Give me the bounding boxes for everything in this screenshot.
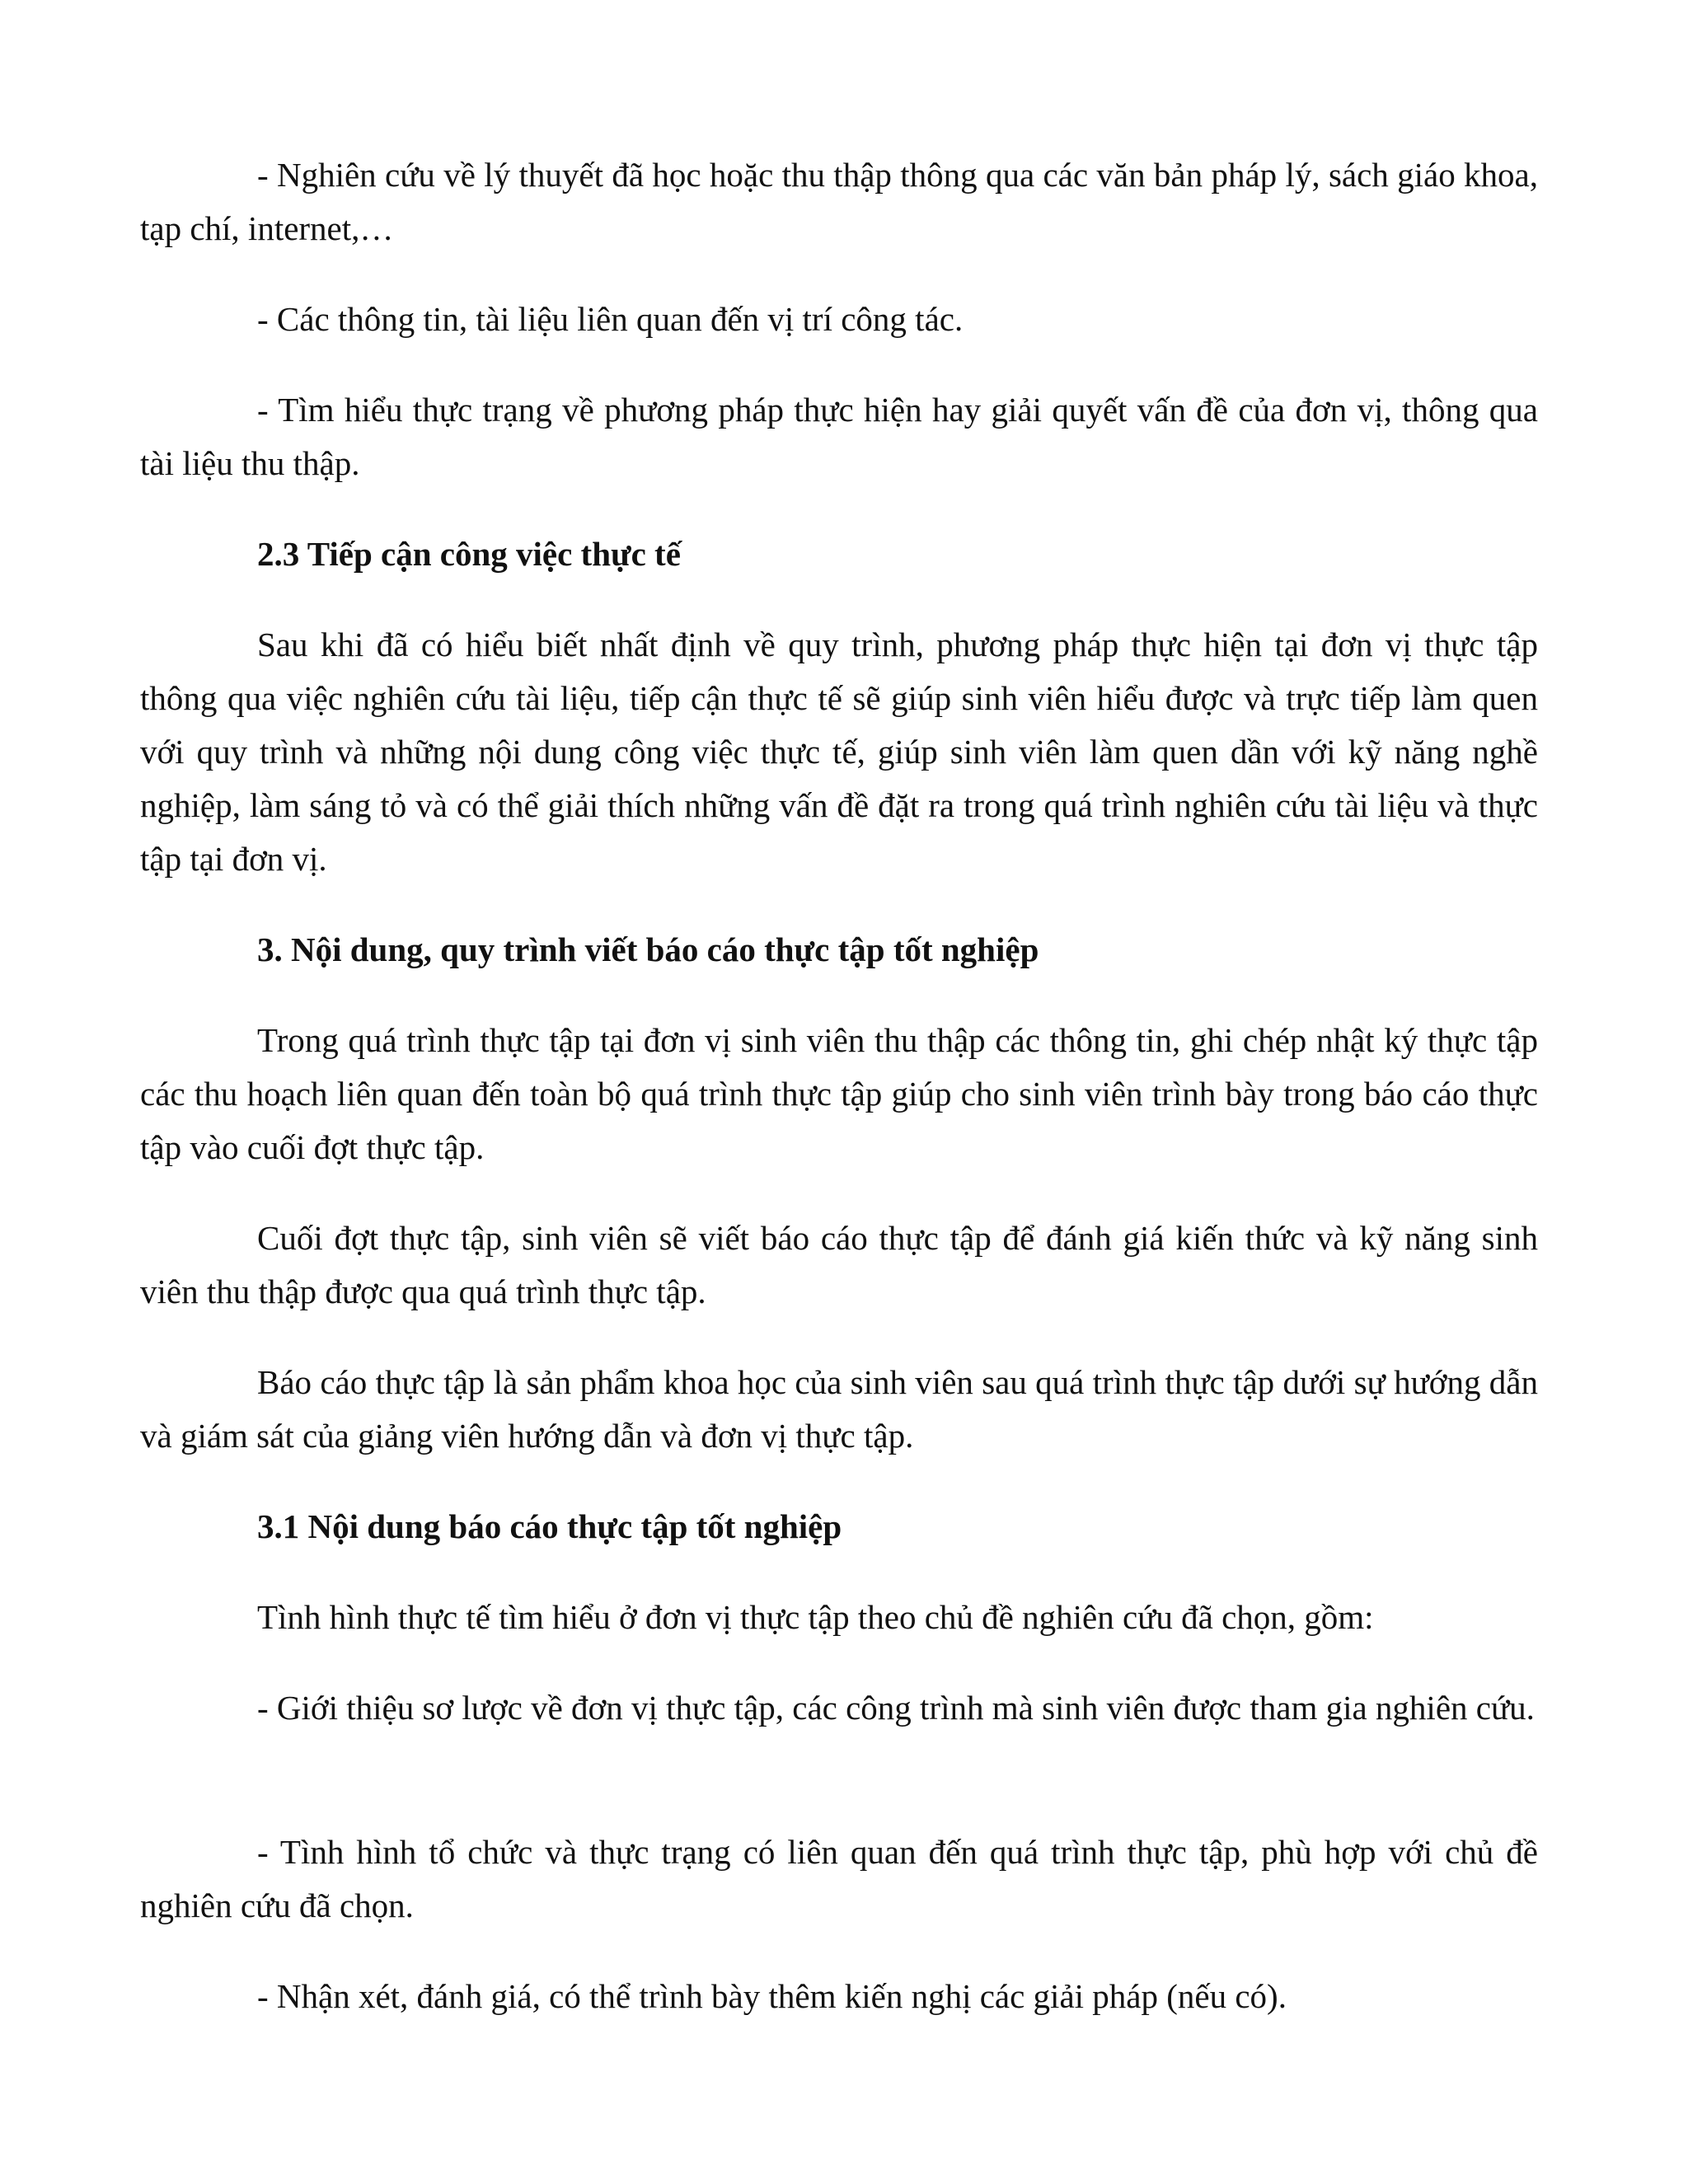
paragraph-unit-introduction: - Giới thiệu sơ lược về đơn vị thực tập, các công trình mà sinh viên được tham gia nghiên cứu. — [257, 1689, 1535, 1727]
heading-3-1: 3.1 Nội dung báo cáo thực tập tốt nghiệp — [257, 1507, 842, 1545]
paragraph-current-state: - Tìm hiểu thực trạng về phương pháp thực hiện hay giải quyết vấn đề của đơn vị, thông qua tài liệu thu thập. — [140, 391, 1538, 482]
paragraph-position-info: - Các thông tin, tài liệu liên quan đến vị trí công tác. — [257, 300, 964, 338]
heading-3: 3. Nội dung, quy trình viết báo cáo thực tập tốt nghiệp — [257, 930, 1039, 968]
paragraph-report-definition: Báo cáo thực tập là sản phẩm khoa học của sinh viên sau quá trình thực tập dưới sự hướng dẫn và giám sát của giảng viên hướng dẫn và đơn vị thực tập. — [140, 1363, 1538, 1455]
paragraph-internship-process: Trong quá trình thực tập tại đơn vị sinh viên thu thập các thông tin, ghi chép nhật ký thực tập các thu hoạch liên quan đến toàn bộ quá trình thực tập giúp cho sinh viên trình bày trong báo cáo thực tập vào cuối đợt thực tập. — [140, 1021, 1538, 1166]
paragraph-field-situation: Tình hình thực tế tìm hiểu ở đơn vị thực tập theo chủ đề nghiên cứu đã chọn, gồm: — [257, 1598, 1374, 1636]
paragraph-organization-status: - Tình hình tổ chức và thực trạng có liên quan đến quá trình thực tập, phù hợp với chủ đề nghiên cứu đã chọn. — [140, 1833, 1538, 1924]
heading-2-3: 2.3 Tiếp cận công việc thực tế — [257, 535, 681, 573]
paragraph-assessment: - Nhận xét, đánh giá, có thể trình bày thêm kiến nghị các giải pháp (nếu có). — [257, 1977, 1287, 2015]
paragraph-practical-approach: Sau khi đã có hiểu biết nhất định về quy trình, phương pháp thực hiện tại đơn vị thực tập thông qua việc nghiên cứu tài liệu, tiếp cận thực tế sẽ giúp sinh viên hiểu được và trực tiếp làm quen với quy trình và những nội dung công việc thực tế, giúp sinh viên làm quen dần với kỹ năng nghề nghiệp, làm sáng tỏ và có thể giải thích những vấn đề đặt ra trong quá trình nghiên cứu tài liệu và thực tập tại đơn vị. — [140, 626, 1538, 878]
paragraph-theory-research: - Nghiên cứu về lý thuyết đã học hoặc thu thập thông qua các văn bản pháp lý, sách giáo khoa, tạp chí, internet,… — [140, 156, 1538, 247]
paragraph-end-of-internship: Cuối đợt thực tập, sinh viên sẽ viết báo cáo thực tập để đánh giá kiến thức và kỹ năng sinh viên thu thập được qua quá trình thực tập. — [140, 1219, 1538, 1310]
